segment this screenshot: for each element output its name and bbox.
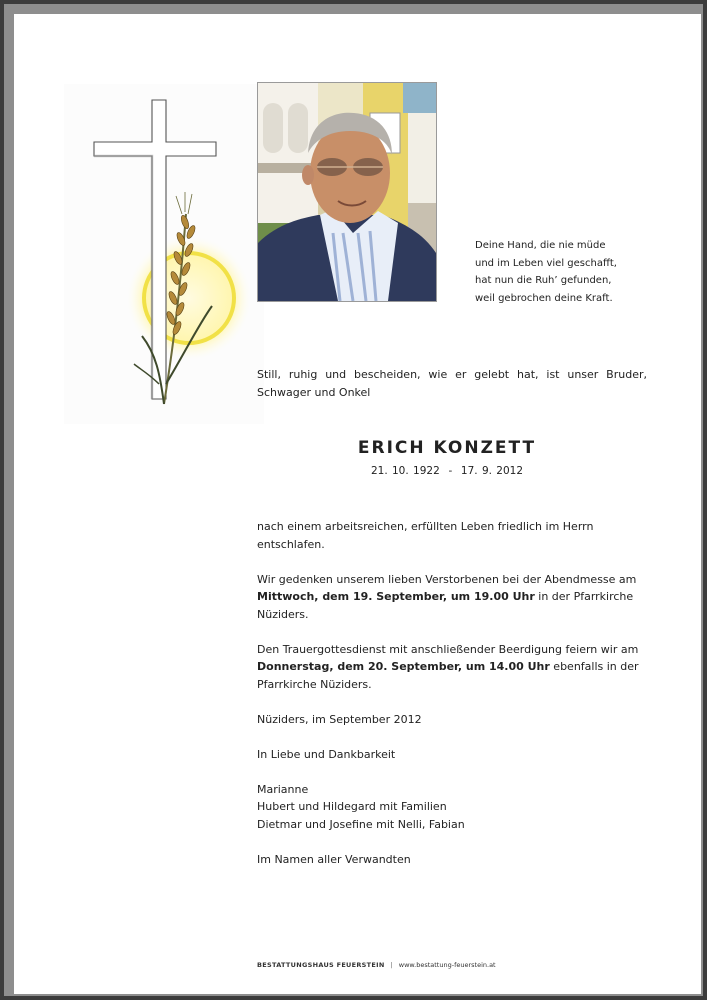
- relatives-line: Im Namen aller Verwandten: [257, 852, 411, 866]
- family-member: Dietmar und Josefine mit Nelli, Fabian: [257, 817, 465, 831]
- closing-line: In Liebe und Dankbarkeit: [257, 747, 396, 761]
- funeral-date-time: Donnerstag, dem 20. September, um 14.00 Uhr: [257, 660, 550, 673]
- deceased-name: ERICH KONZETT: [357, 438, 537, 458]
- text-span: ebenfalls in der Pfarrkirche Nüziders.: [257, 660, 639, 691]
- footer-separator: |: [390, 961, 393, 969]
- place-and-date: Nüziders, im September 2012: [257, 712, 422, 726]
- funeral-notice: [257, 641, 647, 694]
- obituary-body: [257, 518, 647, 886]
- poem-line: Deine Hand, die nie müde: [475, 240, 606, 251]
- passing-statement: nach einem arbeitsreichen, erfüllten Leben friedlich im Herrn entschlafen.: [257, 520, 594, 551]
- cross-wheat-illustration: [64, 84, 264, 424]
- family-member: Marianne: [257, 782, 309, 796]
- poem-verse: [475, 237, 675, 307]
- poem-line: weil gebrochen deine Kraft.: [475, 292, 613, 304]
- family-member: Hubert und Hildegard mit Familien: [257, 800, 447, 813]
- poem-line: hat nun die Ruh’ gefunden,: [475, 275, 612, 286]
- funeral-home-name: BESTATTUNGSHAUS FEUERSTEIN: [257, 961, 385, 969]
- footer: [257, 961, 677, 969]
- portrait-photo: [257, 82, 437, 302]
- text-span: Wir gedenken unserem lieben Verstorbenen bei der Abendmesse am: [257, 572, 637, 586]
- text-span: in der Pfarrkirche Nüziders.: [257, 590, 634, 621]
- funeral-home-url: www.bestattung-feuerstein.at: [398, 961, 496, 969]
- mass-date-time: Mittwoch, dem 19. September, um 19.00 Uhr: [257, 590, 535, 603]
- poem-line: und im Leben viel geschafft,: [475, 257, 617, 269]
- obituary-card: [14, 14, 701, 994]
- text-span: Den Trauergottesdienst mit anschließender Beerdigung feiern wir am: [257, 642, 639, 656]
- intro-text: Still, ruhig und bescheiden, wie er gelebt hat, ist unser Bruder, Schwager und Onkel: [257, 368, 647, 399]
- evening-mass-notice: [257, 571, 647, 624]
- life-dates: 21. 10. 1922 - 17. 9. 2012: [370, 465, 524, 477]
